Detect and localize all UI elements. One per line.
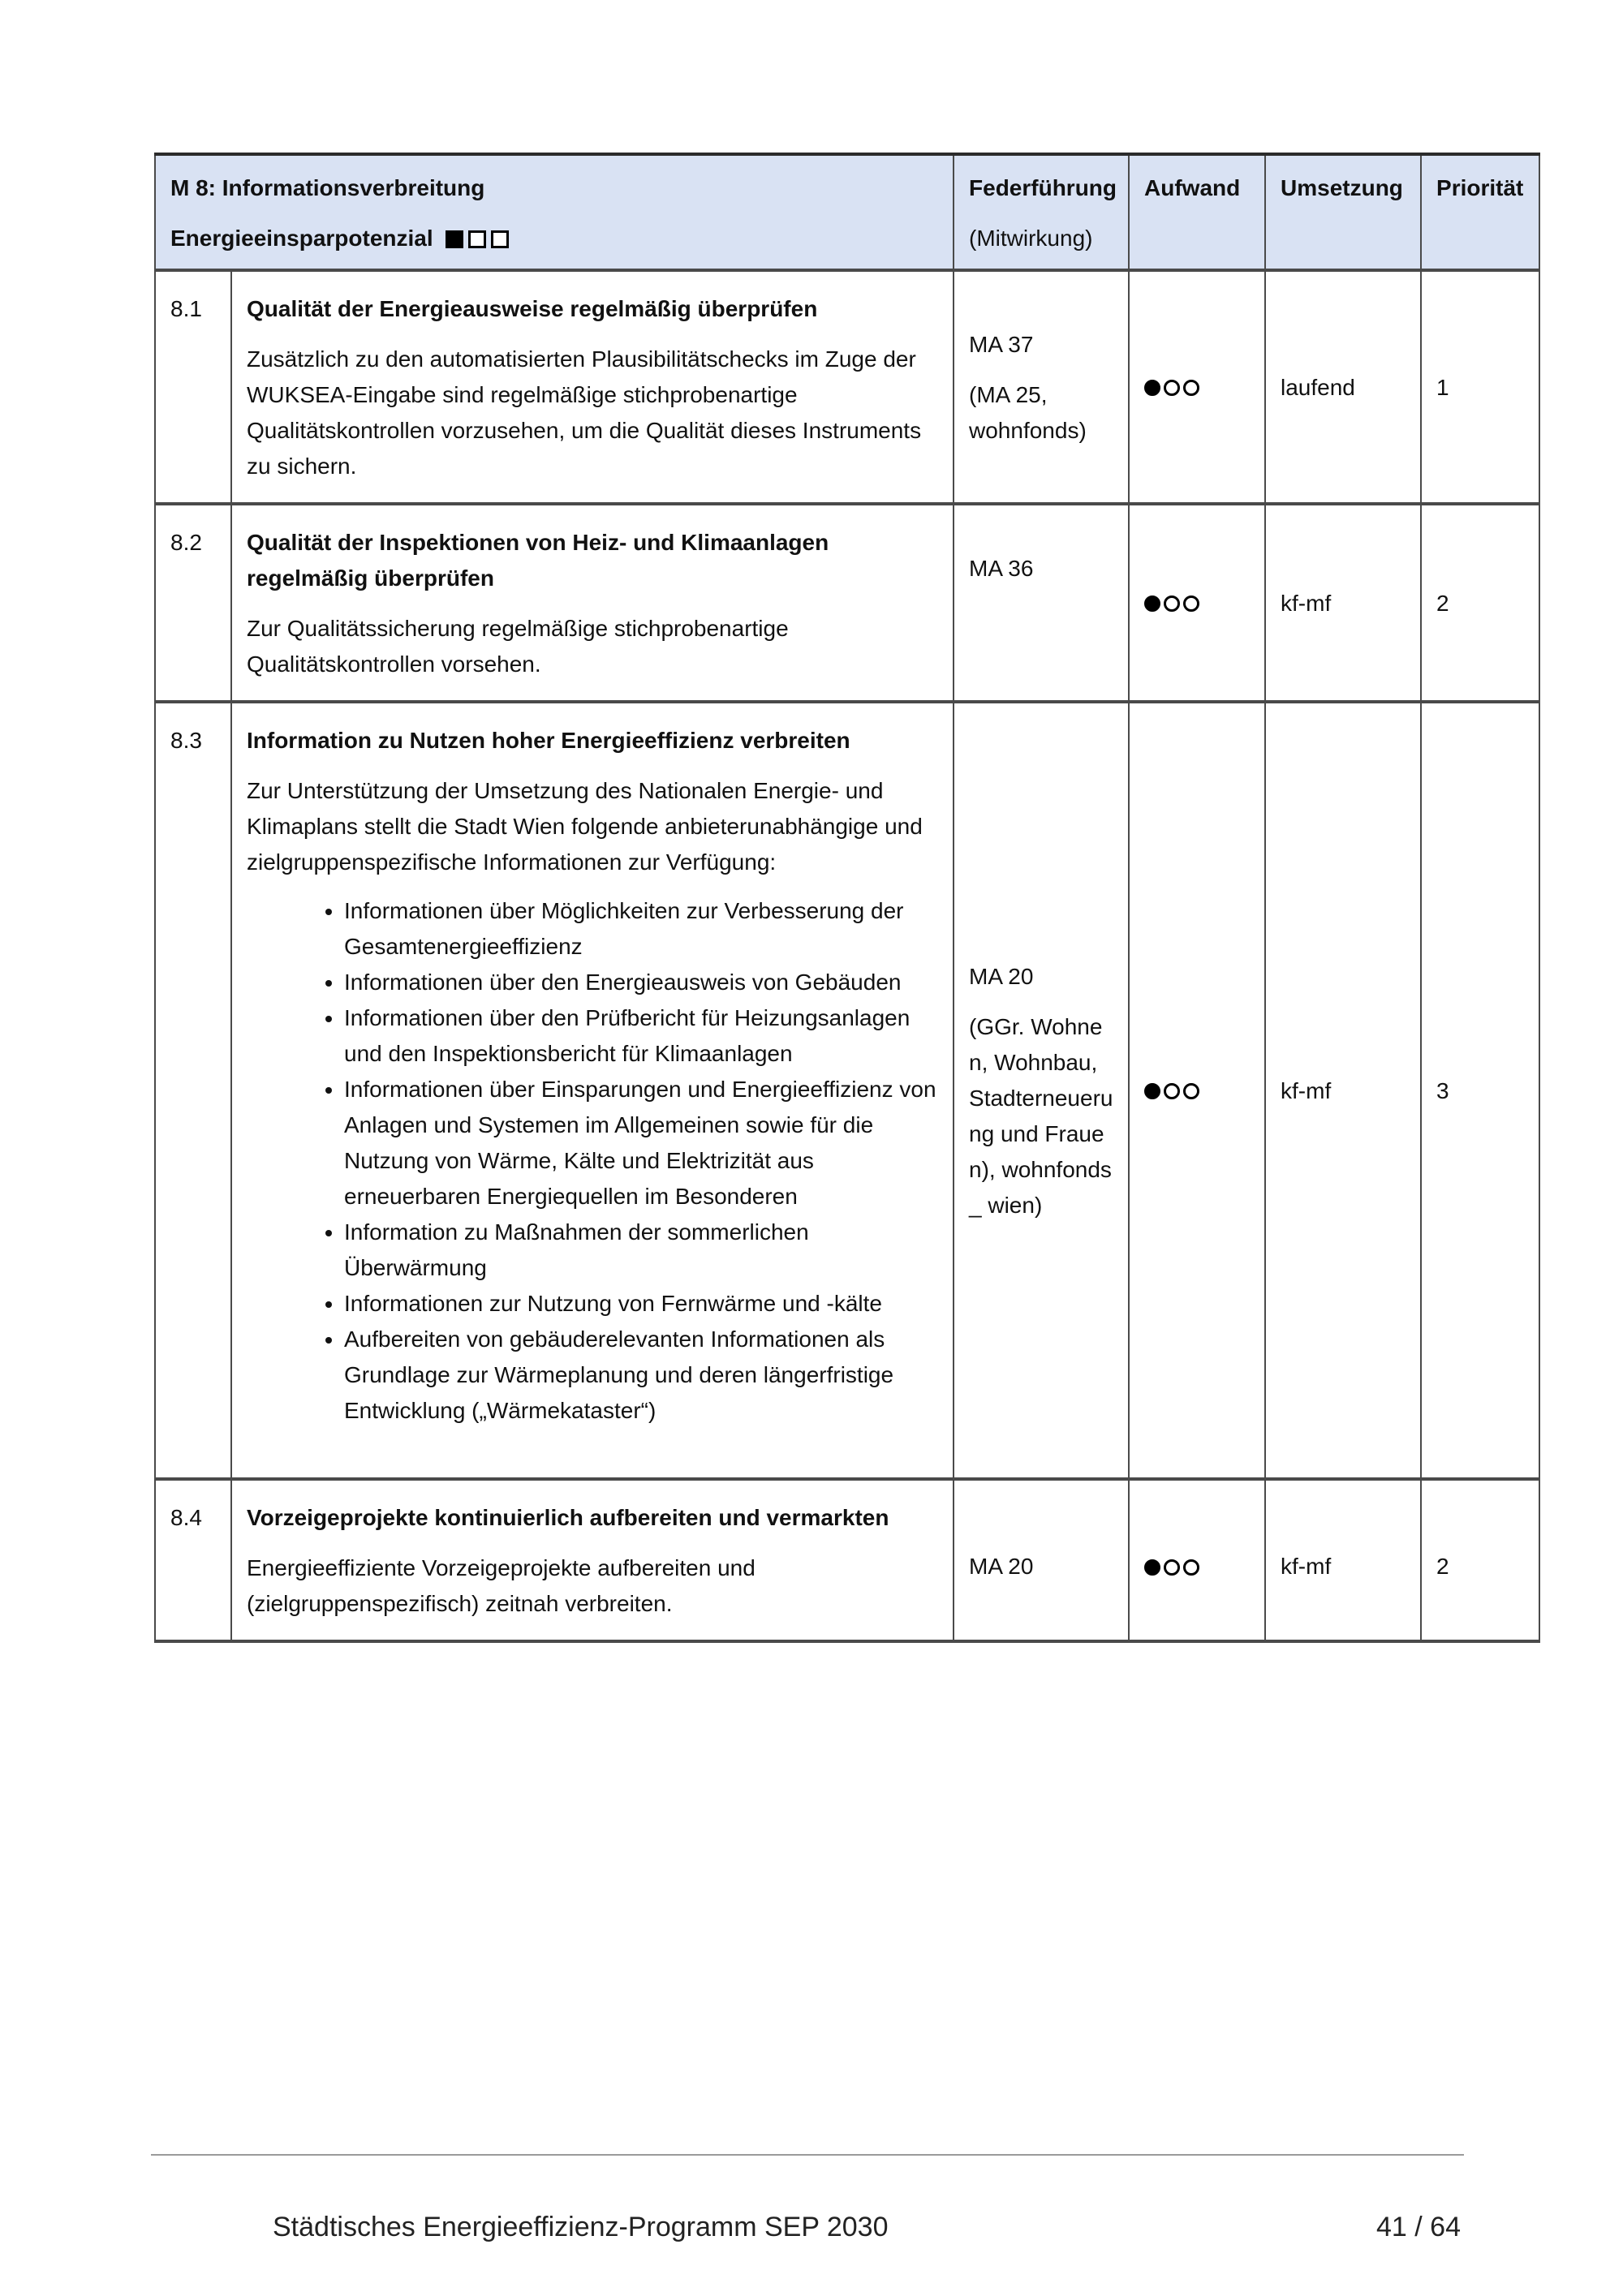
- table-header-row: [155, 154, 1539, 270]
- row-lead-cell: [954, 504, 1129, 702]
- potential-box-3: [491, 230, 509, 248]
- row-description-cell: [231, 702, 954, 1479]
- footer-title: Städtisches Energieeffizienz-Programm SEP 2030: [273, 2212, 889, 2242]
- effort-dot-3: [1183, 1559, 1199, 1576]
- row-priority: 2: [1421, 1479, 1539, 1641]
- potential-line: [170, 221, 938, 259]
- row-description: Zusätzlich zu den automatisierten Plausibilitätschecks im Zuge der WUKSEA-Eingabe sind regelmäßige stichprobenartige Qualitätskontrollen vorzusehen, um die Qualität dieses Instruments zu sichern.: [247, 346, 922, 479]
- row-number: 8.3: [155, 702, 231, 1479]
- row-description: Zur Qualitätssicherung regelmäßige stichprobenartige Qualitätskontrollen vorsehen.: [247, 616, 789, 677]
- row-priority: 1: [1421, 270, 1539, 504]
- row-co-lead: (MA 25, wohnfonds): [969, 382, 1087, 443]
- row-title: Qualität der Inspektionen von Heiz- und Klimaanlagen regelmäßig überprüfen: [247, 530, 829, 591]
- table-row: [155, 504, 1539, 702]
- effort-dot-2: [1164, 380, 1180, 396]
- effort-rating: [1144, 371, 1203, 406]
- row-lead: MA 37: [969, 332, 1034, 357]
- row-title: Qualität der Energieausweise regelmäßig überprüfen: [247, 296, 818, 321]
- effort-rating: [1144, 1074, 1203, 1110]
- header-effort: Aufwand: [1144, 175, 1241, 200]
- effort-dot-3: [1183, 380, 1199, 396]
- header-implementation: Umsetzung: [1281, 175, 1403, 200]
- effort-dot-1: [1144, 1559, 1160, 1576]
- row-number: 8.2: [155, 504, 231, 702]
- table-row: [155, 1479, 1539, 1641]
- header-priority-cell: [1421, 154, 1539, 270]
- footer-divider: [151, 2154, 1464, 2156]
- page-number: 41 / 64: [1376, 2212, 1461, 2242]
- row-implementation: laufend: [1265, 270, 1421, 504]
- potential-box-2: [468, 230, 486, 248]
- header-lead-cell: [954, 154, 1129, 270]
- table-row: [155, 270, 1539, 504]
- list-item: • Informationen über den Prüfbericht für Heizungsanlagen und den Inspektionsbericht für Klimaanlagen: [344, 1000, 938, 1072]
- row-priority: 3: [1421, 702, 1539, 1479]
- header-implementation-cell: [1265, 154, 1421, 270]
- list-item: • Aufbereiten von gebäuderelevanten Informationen als Grundlage zur Wärmeplanung und deren längerfristige Entwicklung („Wärmekataster“): [344, 1322, 938, 1429]
- row-title: Vorzeigeprojekte kontinuierlich aufbereiten und vermarkten: [247, 1505, 889, 1530]
- potential-label: Energieeinsparpotenzial: [170, 226, 433, 251]
- info-bullet-list: [247, 893, 938, 1429]
- row-implementation: kf-mf: [1265, 504, 1421, 702]
- list-item: • Information zu Maßnahmen der sommerlichen Überwärmung: [344, 1215, 938, 1286]
- row-description: Zur Unterstützung der Umsetzung des Nationalen Energie- und Klimaplans stellt die Stadt Wien folgende anbieterunabhängige und zielgruppenspezifische Informationen zur Verfügung:: [247, 778, 923, 875]
- potential-box-1: [446, 230, 463, 248]
- list-item: • Informationen über den Energieausweis von Gebäuden: [344, 965, 938, 1000]
- row-lead: MA 20: [969, 964, 1034, 989]
- effort-dot-3: [1183, 1083, 1199, 1099]
- row-lead-cell: [954, 702, 1129, 1479]
- list-item: • Informationen zur Nutzung von Fernwärme und -kälte: [344, 1286, 938, 1322]
- effort-dot-2: [1164, 595, 1180, 612]
- header-lead-sub: (Mitwirkung): [969, 226, 1093, 251]
- potential-rating: [446, 223, 514, 259]
- row-implementation: kf-mf: [1265, 702, 1421, 1479]
- row-lead: MA 20: [969, 1554, 1034, 1579]
- table-row: [155, 702, 1539, 1479]
- row-effort-cell: [1129, 702, 1265, 1479]
- row-priority: 2: [1421, 504, 1539, 702]
- row-description-cell: [231, 504, 954, 702]
- row-effort-cell: [1129, 270, 1265, 504]
- row-lead-cell: [954, 1479, 1129, 1641]
- effort-dot-3: [1183, 595, 1199, 612]
- row-effort-cell: [1129, 504, 1265, 702]
- row-implementation: kf-mf: [1265, 1479, 1421, 1641]
- effort-rating: [1144, 1550, 1203, 1586]
- measures-table: [154, 153, 1540, 1643]
- row-description-cell: [231, 270, 954, 504]
- row-number: 8.4: [155, 1479, 231, 1641]
- effort-dot-1: [1144, 595, 1160, 612]
- measure-title: M 8: Informationsverbreitung: [170, 175, 485, 200]
- row-co-lead: (GGr. Wohnen, Wohnbau, Stadterneuerung und Frauen), wohnfonds_ wien): [969, 1014, 1113, 1218]
- list-item: • Informationen über Möglichkeiten zur Verbesserung der Gesamtenergieeffizienz: [344, 893, 938, 965]
- effort-dot-2: [1164, 1559, 1180, 1576]
- row-description-cell: [231, 1479, 954, 1641]
- effort-dot-1: [1144, 380, 1160, 396]
- row-lead: MA 36: [969, 556, 1034, 581]
- effort-dot-1: [1144, 1083, 1160, 1099]
- row-description: Energieeffiziente Vorzeigeprojekte aufbereiten und (zielgruppenspezifisch) zeitnah verbreiten.: [247, 1555, 756, 1616]
- effort-rating: [1144, 587, 1203, 622]
- effort-dot-2: [1164, 1083, 1180, 1099]
- header-lead: Federführung: [969, 175, 1117, 200]
- header-priority: Priorität: [1436, 175, 1524, 200]
- row-effort-cell: [1129, 1479, 1265, 1641]
- row-lead-cell: [954, 270, 1129, 504]
- header-measure-cell: [155, 154, 954, 270]
- row-title: Information zu Nutzen hoher Energieeffizienz verbreiten: [247, 728, 850, 753]
- list-item: • Informationen über Einsparungen und Energieeffizienz von Anlagen und Systemen im Allgemeinen sowie für die Nutzung von Wärme, Kälte und Elektrizität aus erneuerbaren Energiequellen im Besonderen: [344, 1072, 938, 1215]
- header-effort-cell: [1129, 154, 1265, 270]
- row-number: 8.1: [155, 270, 231, 504]
